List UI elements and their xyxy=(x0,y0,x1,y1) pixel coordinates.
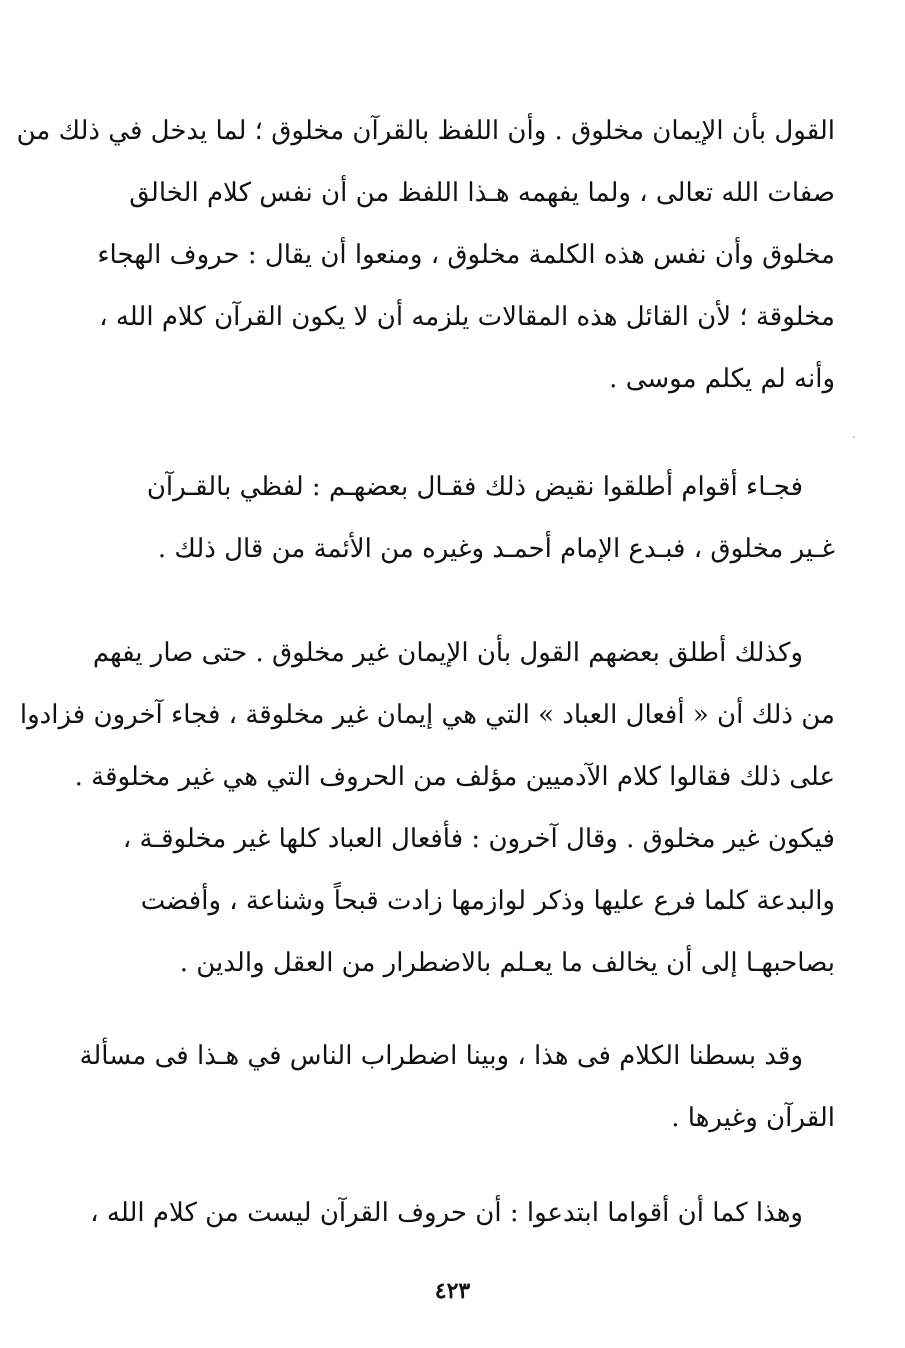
paragraph-line: وأنه لم يكلم موسى . xyxy=(609,364,835,394)
paragraph-line: مخلوق وأن نفس هذه الكلمة مخلوق ، ومنعوا أن يقال : حروف الهجاء xyxy=(97,240,835,270)
paragraph-line: وقد بسطنا الكلام فى هذا ، وبينا اضطراب الناس في هـذا فى مسألة xyxy=(79,1041,803,1071)
paragraph-1 xyxy=(16,100,835,410)
paragraph-line: مخلوقة ؛ لأن القائل هذه المقالات يلزمه أن لا يكون القرآن كلام الله ، xyxy=(99,302,835,332)
paragraph-2 xyxy=(103,456,835,580)
paragraph-line: بصاحبهـا إلى أن يخالف ما يعـلم بالاضطرار من العقل والدين . xyxy=(179,948,835,978)
paragraph-line: صفات الله تعالى ، ولما يفهمه هـذا اللفظ من أن نفس كلام الخالق xyxy=(129,178,835,208)
paragraph-line: وكذلك أطلق بعضهم القول بأن الإيمان غير مخلوق . حتى صار يفهم xyxy=(92,638,803,668)
paragraph-5 xyxy=(90,1182,835,1244)
paragraph-line: فجـاء أقوام أطلقوا نقيض ذلك فقـال بعضهـم : لفظي بالقـرآن xyxy=(146,472,803,502)
paragraph-line: على ذلك فقالوا كلام الآدميين مؤلف من الحروف التي هي غير مخلوقة . xyxy=(74,762,835,792)
paragraph-4 xyxy=(79,1025,835,1149)
paragraph-line: وهذا كما أن أقواما ابتدعوا : أن حروف القرآن ليست من كلام الله ، xyxy=(90,1198,803,1228)
paragraph-line: والبدعة كلما فرع عليها وذكر لوازمها زادت قبحاً وشناعة ، وأفضت xyxy=(140,886,835,916)
paragraph-line: القول بأن الإيمان مخلوق . وأن اللفظ بالقرآن مخلوق ؛ لما يدخل في ذلك من xyxy=(16,116,835,146)
paragraph-line: القرآن وغيرها . xyxy=(671,1103,835,1133)
paragraph-line: غـير مخلوق ، فبـدع الإمام أحمـد وغيره من الأئمة من قال ذلك . xyxy=(157,534,835,564)
page-number: ٤٢٣ xyxy=(434,1278,471,1304)
paragraph-line: فيكون غير مخلوق . وقال آخرون : فأفعال العباد كلها غير مخلوقـة ، xyxy=(122,824,835,854)
paragraph-line: من ذلك أن « أفعال العباد » التي هي إيمان غير مخلوقة ، فجاء آخرون فزادوا xyxy=(19,700,835,730)
paragraph-3 xyxy=(19,622,835,994)
margin-mark xyxy=(853,436,855,438)
